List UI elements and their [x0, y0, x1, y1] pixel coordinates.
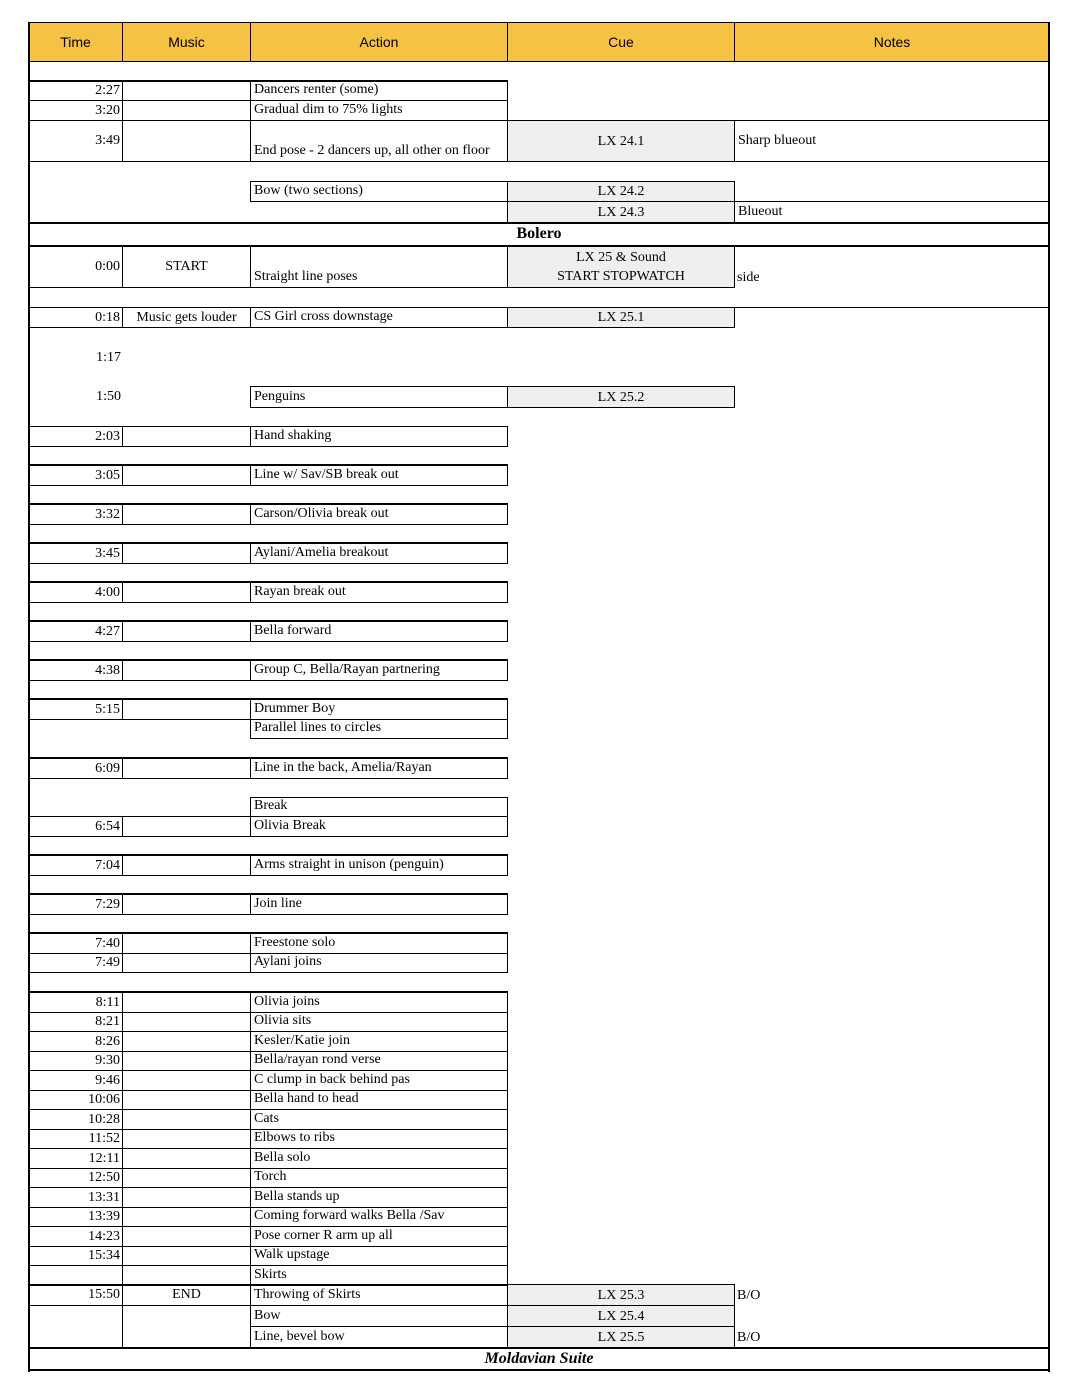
action-cell: Bow (two sections): [250, 181, 508, 202]
action-cell: Aylani joins: [250, 953, 508, 973]
music-cell: [122, 1051, 251, 1071]
header-time: Time: [28, 22, 123, 62]
time-cell: 7:04: [28, 855, 123, 876]
action-cell: Cats: [250, 1109, 508, 1130]
cue-cell: LX 24.3: [507, 201, 735, 223]
action-cell: Line w/ Sav/SB break out: [250, 465, 508, 486]
action-cell: Parallel lines to circles: [250, 719, 508, 739]
action-cell: Line, bevel bow: [250, 1326, 508, 1348]
time-cell: 8:11: [28, 992, 123, 1013]
action-cell: Carson/Olivia break out: [250, 504, 508, 525]
time-cell: [28, 1265, 123, 1286]
cue-cell: LX 24.2: [507, 181, 735, 202]
time-cell: 9:46: [28, 1070, 123, 1091]
time-cell: 15:50: [28, 1284, 123, 1306]
time-cell: 3:05: [28, 465, 123, 486]
action-cell: Bow: [250, 1305, 508, 1327]
cue-cell: LX 24.1: [507, 120, 735, 162]
music-cell: [122, 1187, 251, 1208]
time-cell: 12:11: [28, 1148, 123, 1169]
music-cell: [122, 81, 251, 101]
action-cell: Bella/rayan rond verse: [250, 1051, 508, 1071]
time-cell: 6:09: [28, 758, 123, 779]
action-cell: Rayan break out: [250, 582, 508, 603]
action-cell: Break: [250, 797, 508, 817]
cue-line: START STOPWATCH: [557, 269, 685, 284]
time-cell: 14:23: [28, 1226, 123, 1247]
time-cell: 7:40: [28, 933, 123, 954]
time-cell: 3:32: [28, 504, 123, 525]
music-cell: [122, 100, 251, 121]
action-cell: C clump in back behind pas: [250, 1070, 508, 1091]
music-cell: [122, 699, 251, 720]
cue-cell: LX 25.1: [507, 307, 735, 328]
music-cell: [122, 953, 251, 973]
action-cell: CS Girl cross downstage: [250, 307, 508, 328]
time-cell: 2:03: [28, 426, 123, 447]
time-cell: 3:20: [28, 100, 123, 121]
action-cell: Skirts: [250, 1265, 508, 1286]
time-cell: 5:15: [28, 699, 123, 720]
music-cell: Music gets louder: [122, 307, 251, 328]
notes-cell: side: [737, 270, 760, 285]
action-cell: Drummer Boy: [250, 699, 508, 720]
time-cell: 4:38: [28, 660, 123, 681]
action-cell: Throwing of Skirts: [250, 1284, 508, 1306]
cue-cell: LX 25.3: [507, 1284, 735, 1306]
time-cell: 8:21: [28, 1012, 123, 1032]
time-cell: 2:27: [28, 81, 123, 101]
time-cell: 7:29: [28, 894, 123, 915]
action-cell: Bella solo: [250, 1148, 508, 1169]
music-cell: [122, 1168, 251, 1188]
action-cell: Bella hand to head: [250, 1090, 508, 1110]
music-cell: [122, 1109, 251, 1130]
music-cell: [122, 1207, 251, 1227]
music-cell: [122, 120, 251, 162]
action-cell: Gradual dim to 75% lights: [250, 100, 508, 121]
time-cell: 4:27: [28, 621, 123, 642]
section-title: Bolero: [28, 222, 1050, 247]
notes-cell: B/O: [737, 1330, 761, 1345]
time-cell: 6:54: [28, 816, 123, 837]
time-cell: 8:26: [28, 1031, 123, 1052]
time-cell: 0:00: [28, 246, 123, 288]
action-cell: Elbows to ribs: [250, 1129, 508, 1149]
music-cell: [122, 992, 251, 1013]
music-cell: [122, 1265, 251, 1286]
spacer-row: [28, 287, 1050, 308]
notes-cell: Sharp blueout: [734, 120, 1050, 162]
header-cue: Cue: [507, 22, 735, 62]
header-notes: Notes: [734, 22, 1050, 62]
music-cell: [122, 933, 251, 954]
music-cell: [122, 1012, 251, 1032]
music-cell: [122, 582, 251, 603]
music-cell: [122, 1226, 251, 1247]
time-cell: 13:31: [28, 1187, 123, 1208]
music-cell: [122, 465, 251, 486]
action-cell: Walk upstage: [250, 1246, 508, 1266]
time-cell: [28, 1305, 123, 1348]
cue-cell: LX 25.5: [507, 1326, 735, 1348]
action-cell: Pose corner R arm up all: [250, 1226, 508, 1247]
music-cell: [122, 621, 251, 642]
music-cell: [122, 894, 251, 915]
action-cell: Arms straight in unison (penguin): [250, 855, 508, 876]
action-cell: Line in the back, Amelia/Rayan: [250, 758, 508, 779]
music-cell: [122, 1090, 251, 1110]
action-cell: End pose - 2 dancers up, all other on floor: [250, 120, 508, 162]
music-cell: [122, 758, 251, 779]
music-cell: [122, 1129, 251, 1149]
music-cell: [122, 855, 251, 876]
cue-cell: LX 25.4: [507, 1305, 735, 1327]
time-cell: 10:28: [28, 1109, 123, 1130]
action-cell: Kesler/Katie join: [250, 1031, 508, 1052]
time-cell: 7:49: [28, 953, 123, 973]
music-cell: [122, 1031, 251, 1052]
music-cell: [122, 426, 251, 447]
notes-cell: B/O: [737, 1288, 761, 1303]
action-cell: Freestone solo: [250, 933, 508, 954]
action-cell: Join line: [250, 894, 508, 915]
music-cell: [122, 816, 251, 837]
time-cell: 0:18: [28, 307, 123, 328]
music-cell: [122, 504, 251, 525]
time-cell: 10:06: [28, 1090, 123, 1110]
action-cell: Penguins: [250, 386, 508, 408]
cue-line: LX 25 & Sound: [576, 250, 666, 265]
time-cell: 4:00: [28, 582, 123, 603]
time-cell: 3:49: [28, 120, 123, 162]
action-cell: Coming forward walks Bella /Sav: [250, 1207, 508, 1227]
time-cell: 3:45: [28, 543, 123, 564]
action-cell: Group C, Bella/Rayan partnering: [250, 660, 508, 681]
music-cell: [122, 660, 251, 681]
time-cell: 1:17: [96, 349, 121, 365]
action-cell: Olivia sits: [250, 1012, 508, 1032]
notes-cell: Blueout: [734, 201, 1050, 223]
section-title: Moldavian Suite: [28, 1347, 1050, 1371]
time-cell: 9:30: [28, 1051, 123, 1071]
action-cell: Bella forward: [250, 621, 508, 642]
time-cell: 15:34: [28, 1246, 123, 1266]
action-cell: Torch: [250, 1168, 508, 1188]
action-cell: Straight line poses: [250, 246, 508, 288]
cue-cell: [507, 246, 735, 288]
music-cell: [122, 1246, 251, 1266]
music-cell: END: [122, 1284, 251, 1306]
header-action: Action: [250, 22, 508, 62]
gap-row: [28, 161, 1050, 182]
spacer-row: [28, 62, 508, 81]
cue-cell: LX 25.2: [507, 386, 735, 408]
action-cell: Olivia joins: [250, 992, 508, 1013]
music-cell: [122, 1305, 251, 1348]
music-cell: [122, 1070, 251, 1091]
time-cell: 1:50: [96, 388, 121, 404]
music-cell: [122, 543, 251, 564]
action-cell: Olivia Break: [250, 816, 508, 837]
time-cell: 13:39: [28, 1207, 123, 1227]
action-cell: Hand shaking: [250, 426, 508, 447]
header-music: Music: [122, 22, 251, 62]
time-cell: 11:52: [28, 1129, 123, 1149]
music-cell: [122, 1148, 251, 1169]
time-cell: 12:50: [28, 1168, 123, 1188]
action-cell: Dancers renter (some): [250, 81, 508, 101]
action-cell: Aylani/Amelia breakout: [250, 543, 508, 564]
action-cell: Bella stands up: [250, 1187, 508, 1208]
music-cell: START: [122, 246, 251, 288]
